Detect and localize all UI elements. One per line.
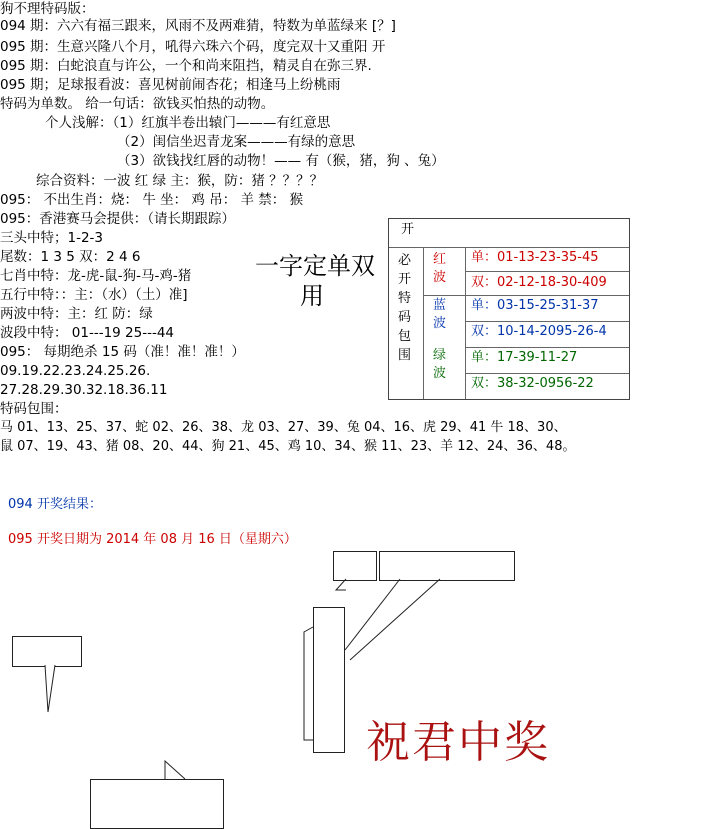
row-value: 17-39-11-27 bbox=[497, 350, 578, 365]
row-value: 03-15-25-31-37 bbox=[497, 298, 599, 313]
row-label: 双： bbox=[471, 275, 498, 290]
text-line: 个人浅解：（1）红旗半卷出辕门———有红意思 bbox=[45, 115, 331, 131]
text-line: 三头中特；1-2-3 bbox=[0, 230, 104, 246]
text-line: 095：香港赛马会提供：（请长期跟踪） bbox=[0, 211, 236, 227]
text-line: 鼠 07、19、43、猪 08、20、44、狗 21、45、鸡 10、34、猴 11、23、羊 12、24、36、48。 bbox=[0, 439, 576, 454]
left-label: 必 开 特 码 包 围 bbox=[398, 253, 412, 363]
row-value: 01-13-23-35-45 bbox=[497, 250, 599, 265]
text-line: 七肖中特：龙-虎-鼠-狗-马-鸡-猪 bbox=[0, 268, 192, 284]
row-label: 单： bbox=[471, 250, 498, 265]
row-value: 02-12-18-30-409 bbox=[497, 275, 607, 290]
slogan-line-2: 用 bbox=[300, 282, 324, 310]
next-draw-date: 095 开奖日期为 2014 年 08 月 16 日（星期六） bbox=[8, 532, 297, 547]
text-line: （2）闺信坐迟青龙案———有绿的意思 bbox=[117, 134, 356, 150]
text-line: （3）欲钱找红唇的动物！—— 有（猴，猪，狗 、兔） bbox=[117, 153, 445, 169]
text-line: 095 期：白蛇浪直与许公，一个和尚来阻挡，精灵自在弥三界. bbox=[0, 58, 372, 74]
last-result-label: 094 开奖结果： bbox=[8, 497, 102, 512]
row-label: 单： bbox=[471, 350, 498, 365]
green-wave-label: 绿 波 bbox=[433, 348, 447, 381]
text-line: 095 期；足球报看波：喜见树前闹杏花；相逢马上纷桃雨 bbox=[0, 77, 341, 93]
wish-text: 祝君中奖 bbox=[366, 717, 550, 768]
red-wave-label: 红 波 bbox=[433, 252, 447, 285]
text-line: 五行中特：：主：（水）（土）准] bbox=[0, 287, 188, 303]
text-line: 095： 不出生肖：烧： 牛 坐： 鸡 吊： 羊 禁： 猴 bbox=[0, 192, 304, 208]
row-label: 单： bbox=[471, 298, 498, 313]
text-line: 094 期：六六有福三跟来，风雨不及两难猜，特数为单蓝绿来 [？] bbox=[0, 18, 396, 34]
row-label: 双： bbox=[471, 324, 498, 339]
text-line: 马 01、13、25、37、蛇 02、26、38、龙 03、27、39、兔 04、16、虎 29、41 牛 18、30、 bbox=[0, 420, 567, 435]
blue-wave-label: 蓝 波 bbox=[433, 298, 447, 331]
text-line: 095： 每期绝杀 15 码（准！准！准！） bbox=[0, 344, 245, 360]
page-title: 狗不理特码版： bbox=[0, 1, 95, 17]
text-line: 特码为单数。 给一句话：欲钱买怕热的动物。 bbox=[0, 96, 275, 112]
text-line: 特码包围： bbox=[0, 401, 68, 417]
text-line: 两波中特：主：红 防：绿 bbox=[0, 306, 153, 322]
text-line: 综合资料：一波 红 绿 主：猴，防：猪 ？？？？ bbox=[36, 173, 324, 189]
table-header: 开 bbox=[401, 222, 415, 237]
text-line: 27.28.29.30.32.18.36.11 bbox=[0, 382, 168, 398]
row-value: 10-14-2095-26-4 bbox=[497, 324, 607, 339]
row-label: 双： bbox=[471, 376, 498, 391]
text-line: 095 期：生意兴隆八个月，吼得六珠六个码，度完双十又重阳 开 bbox=[0, 39, 386, 55]
text-line: 波段中特： 01---19 25---44 bbox=[0, 325, 175, 341]
slogan-line-1: 一字定单双 bbox=[255, 252, 375, 280]
text-line: 尾数：1 3 5 双：2 4 6 bbox=[0, 249, 141, 265]
text-line: 09.19.22.23.24.25.26. bbox=[0, 363, 151, 379]
row-value: 38-32-0956-22 bbox=[497, 376, 594, 391]
